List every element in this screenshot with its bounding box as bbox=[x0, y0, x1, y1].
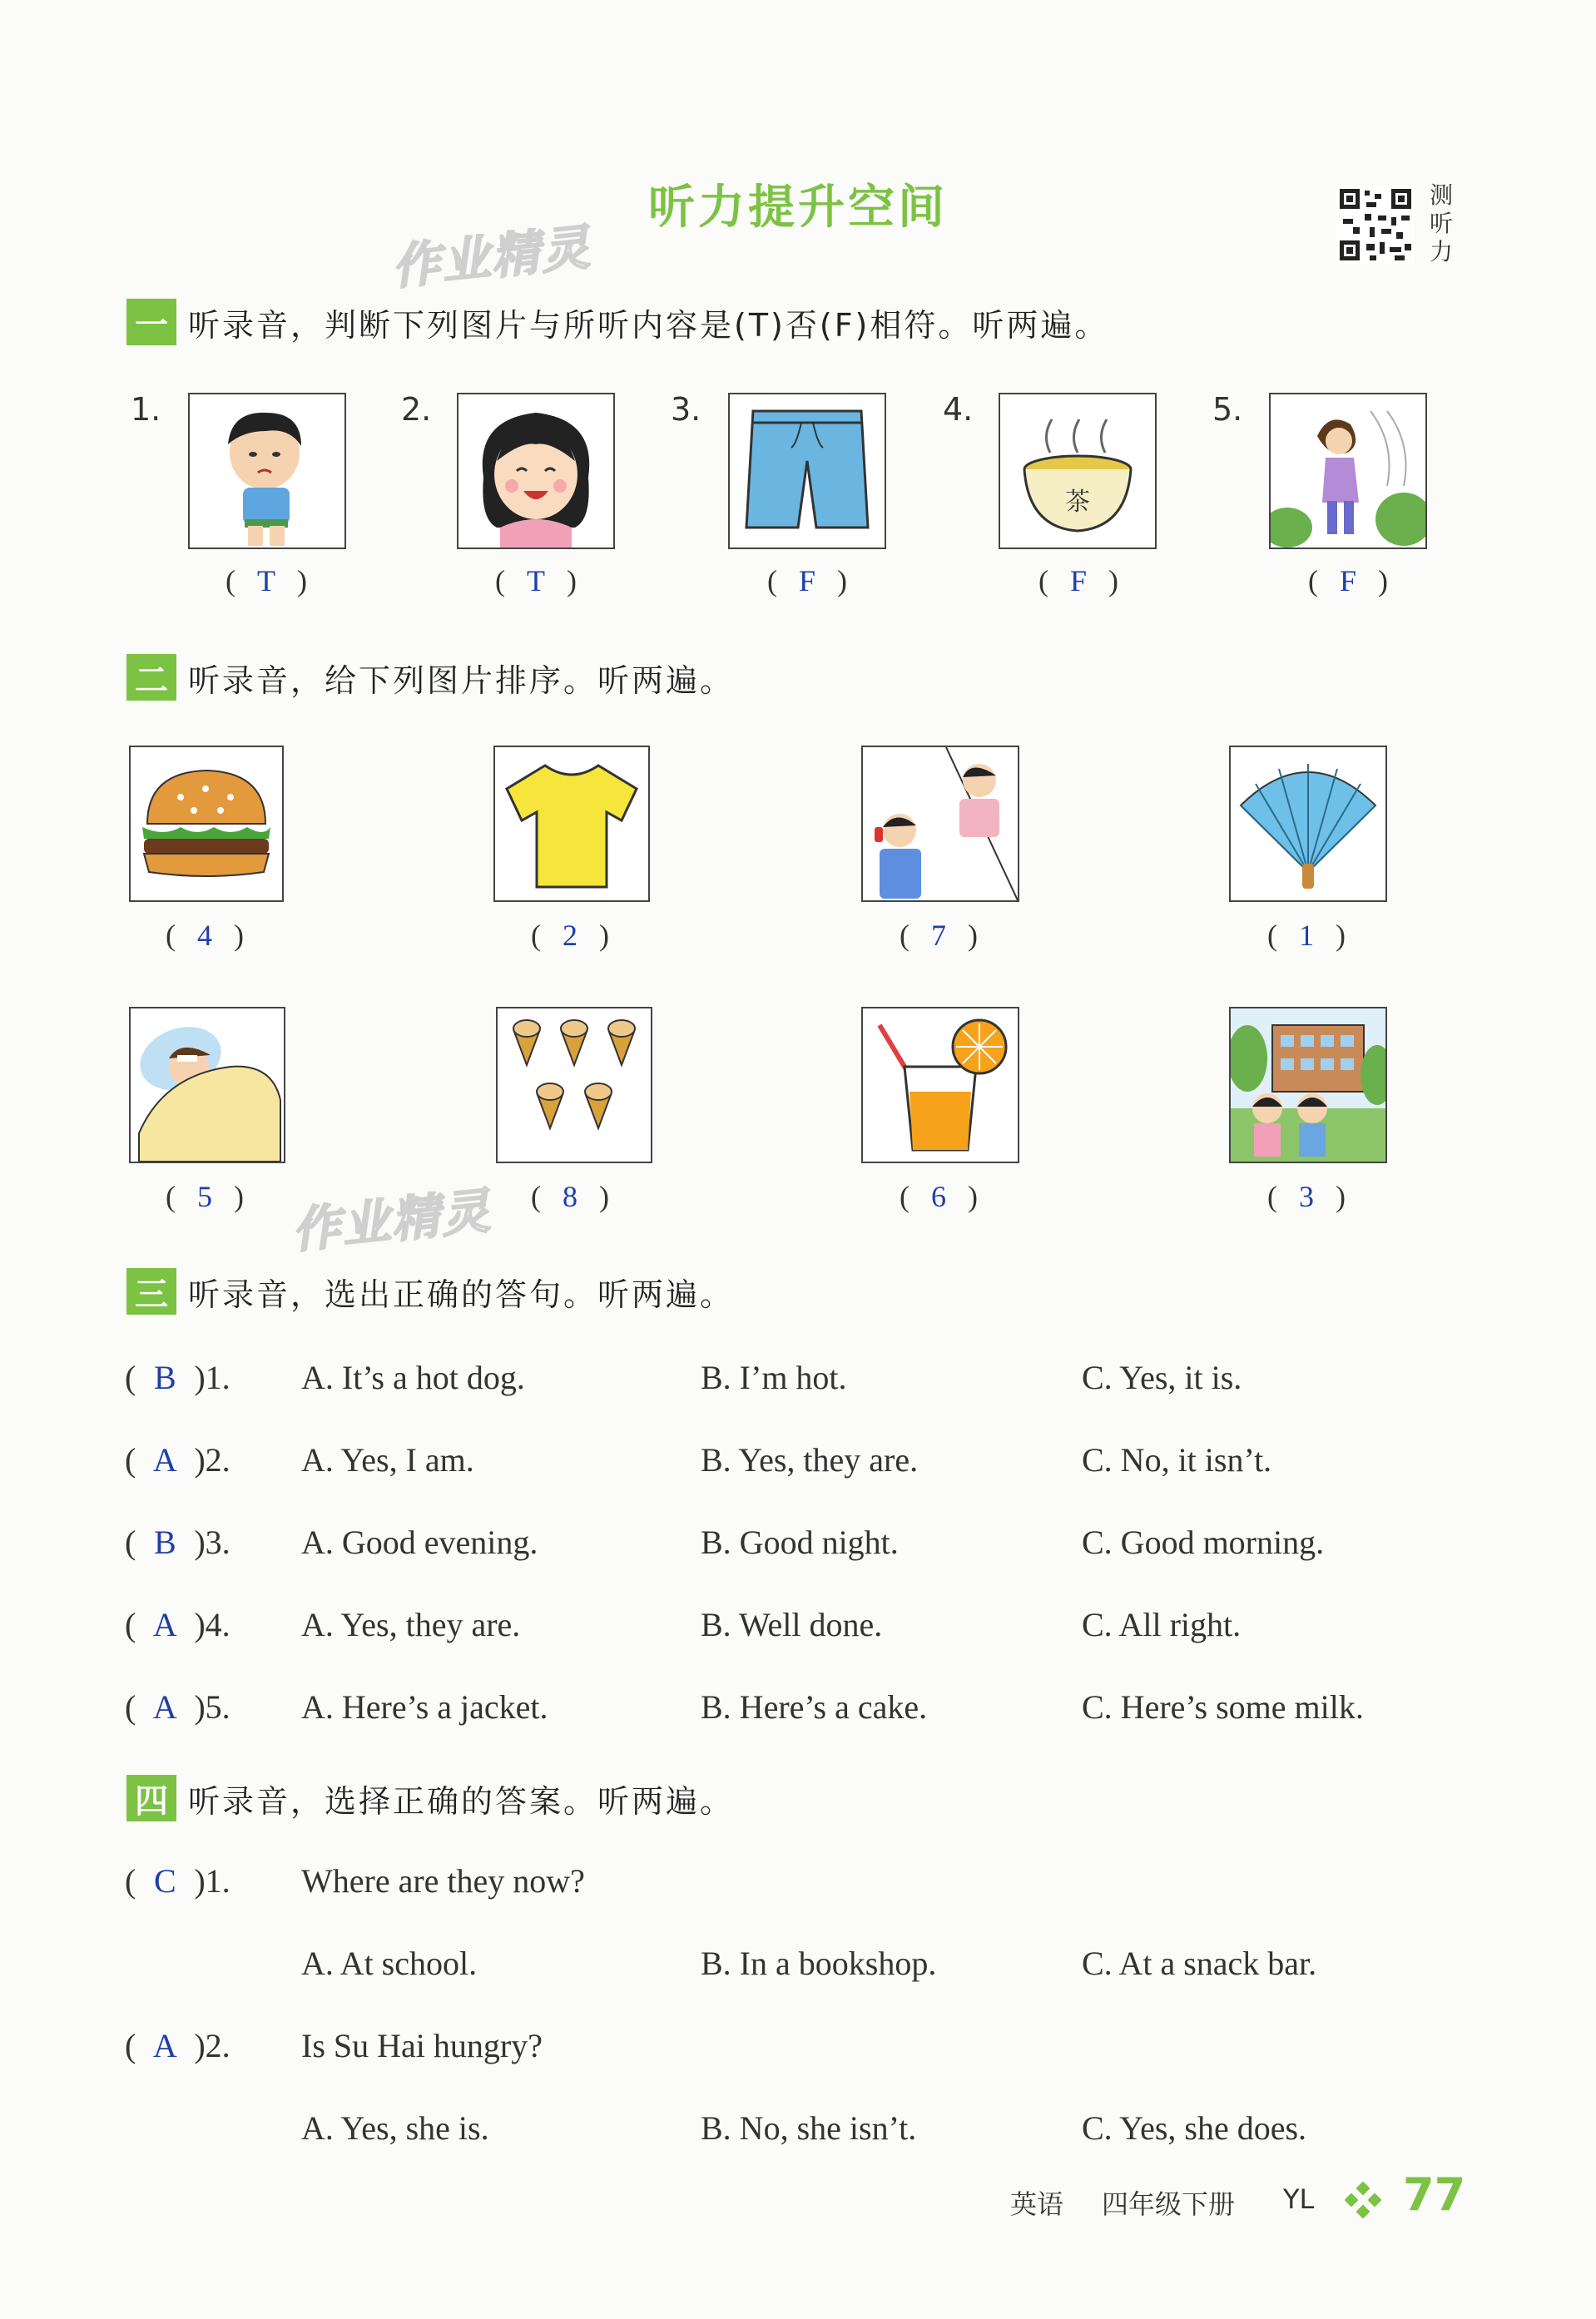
item-number: 4. bbox=[943, 391, 974, 428]
answer: 1 bbox=[1299, 919, 1314, 952]
watermark: 作业精灵 bbox=[389, 218, 594, 296]
question-row bbox=[125, 1605, 230, 1644]
question-text: Where are they now? bbox=[301, 1862, 585, 1900]
option-a: A. Good evening. bbox=[301, 1524, 538, 1561]
section-instruction: 听录音，选出正确的答句。听两遍。 bbox=[188, 1276, 735, 1313]
answer-bracket: ( 3 ) bbox=[1267, 1180, 1346, 1213]
answer-bracket: ( 5 ) bbox=[166, 1180, 244, 1213]
picture-sick-in-bed bbox=[129, 1007, 285, 1163]
option-b: B. In a bookshop. bbox=[701, 1945, 937, 1982]
option-a: A. At school. bbox=[301, 1945, 478, 1982]
answer: A bbox=[152, 1441, 177, 1479]
answer: A bbox=[152, 1606, 177, 1643]
item-number: 5. bbox=[1212, 391, 1243, 428]
answer: 4 bbox=[197, 919, 212, 952]
item-number: 3. bbox=[671, 391, 701, 428]
option-b: B. Well done. bbox=[701, 1606, 883, 1643]
bracket-open: ( bbox=[125, 1606, 136, 1643]
answer: 8 bbox=[563, 1180, 577, 1213]
question-number: )1. bbox=[194, 1862, 230, 1900]
answer-bracket: ( F ) bbox=[766, 564, 848, 597]
answer: 7 bbox=[931, 919, 946, 952]
picture-tea-cup bbox=[999, 393, 1157, 549]
answer-bracket: ( F ) bbox=[1038, 564, 1119, 597]
answer-bracket: ( F ) bbox=[1307, 564, 1389, 597]
picture-sick-boy bbox=[188, 393, 346, 549]
question-row bbox=[125, 1440, 230, 1479]
section-number: 三 bbox=[126, 1268, 176, 1315]
section-instruction: 听录音，选择正确的答案。听两遍。 bbox=[188, 1782, 735, 1820]
option-c: C. Here’s some milk. bbox=[1082, 1688, 1364, 1726]
section-instruction: 听录音，给下列图片排序。听两遍。 bbox=[188, 662, 735, 699]
question-number: )1. bbox=[194, 1359, 230, 1396]
picture-orange-juice bbox=[861, 1007, 1019, 1163]
option-c: C. Good morning. bbox=[1082, 1524, 1325, 1561]
question-text: Is Su Hai hungry? bbox=[301, 2027, 543, 2064]
section-number: 二 bbox=[126, 654, 176, 701]
picture-phone-call bbox=[861, 746, 1019, 902]
picture-school bbox=[1229, 1007, 1387, 1163]
answer: F bbox=[798, 564, 816, 597]
option-b: B. I’m hot. bbox=[701, 1359, 847, 1396]
bracket-open: ( bbox=[125, 1441, 136, 1479]
item-number: 2. bbox=[401, 391, 432, 428]
answer: 5 bbox=[197, 1180, 212, 1213]
option-b: B. Here’s a cake. bbox=[701, 1688, 928, 1726]
option-c: C. Yes, she does. bbox=[1082, 2109, 1307, 2147]
answer-bracket: ( 2 ) bbox=[531, 919, 609, 952]
answer: C bbox=[153, 1862, 176, 1900]
tea-character: 茶 bbox=[1065, 488, 1090, 517]
answer-bracket: ( 6 ) bbox=[900, 1180, 978, 1213]
question-row bbox=[125, 1861, 230, 1900]
picture-windy-girl bbox=[1269, 393, 1427, 549]
page-number: 77 bbox=[1403, 2168, 1466, 2221]
page-title: 听力提升空间 bbox=[648, 181, 948, 235]
question-number: )5. bbox=[194, 1688, 230, 1726]
section-3-header bbox=[126, 1266, 734, 1316]
answer: F bbox=[1069, 564, 1088, 597]
answer: B bbox=[153, 1359, 176, 1396]
answer: A bbox=[152, 1688, 177, 1726]
bracket-open: ( bbox=[125, 1524, 136, 1561]
section-number: 一 bbox=[126, 299, 176, 345]
question-number: )2. bbox=[194, 2027, 230, 2064]
picture-t-shirt bbox=[493, 746, 650, 902]
option-a: A. Yes, they are. bbox=[301, 1606, 521, 1643]
answer: T bbox=[257, 564, 275, 597]
watermark: 作业精灵 bbox=[289, 1182, 494, 1260]
question-row bbox=[125, 1358, 230, 1397]
option-c: C. Yes, it is. bbox=[1082, 1359, 1242, 1396]
question-row bbox=[125, 1523, 230, 1562]
section-4-header bbox=[126, 1773, 734, 1823]
option-c: C. All right. bbox=[1082, 1606, 1242, 1643]
option-c: C. No, it isn’t. bbox=[1082, 1441, 1272, 1479]
answer: F bbox=[1339, 564, 1357, 597]
section-number: 四 bbox=[126, 1775, 176, 1821]
footer-subject: 英语 bbox=[1010, 2188, 1064, 2220]
option-a: A. Here’s a jacket. bbox=[301, 1688, 548, 1726]
picture-ice-creams bbox=[496, 1007, 652, 1163]
diamond-icon bbox=[1345, 2182, 1381, 2222]
question-row bbox=[125, 2026, 230, 2065]
picture-shorts bbox=[728, 393, 886, 549]
option-b: B. No, she isn’t. bbox=[701, 2109, 917, 2147]
answer-bracket: ( 7 ) bbox=[900, 919, 978, 952]
answer: 3 bbox=[1299, 1180, 1314, 1213]
answer: A bbox=[152, 2027, 177, 2064]
option-b: B. Good night. bbox=[701, 1524, 899, 1561]
bracket-open: ( bbox=[125, 1862, 136, 1900]
bracket-open: ( bbox=[125, 2027, 136, 2064]
bracket-open: ( bbox=[125, 1359, 136, 1396]
section-instruction: 听录音，判断下列图片与所听内容是(T)否(F)相符。听两遍。 bbox=[188, 306, 1109, 344]
section-1-header bbox=[126, 297, 1108, 347]
question-number: )3. bbox=[194, 1524, 230, 1561]
question-number: )4. bbox=[194, 1606, 230, 1643]
option-a: A. It’s a hot dog. bbox=[301, 1359, 525, 1396]
option-c: C. At a snack bar. bbox=[1082, 1945, 1317, 1982]
answer: B bbox=[153, 1524, 176, 1561]
answer: 6 bbox=[931, 1180, 946, 1213]
picture-hamburger bbox=[129, 746, 284, 902]
footer-edition: YL bbox=[1283, 2183, 1315, 2215]
answer-bracket: ( 4 ) bbox=[166, 919, 244, 952]
picture-happy-girl bbox=[457, 393, 615, 549]
question-row bbox=[125, 1687, 230, 1727]
answer: 2 bbox=[563, 919, 577, 952]
answer: T bbox=[527, 564, 545, 597]
option-a: A. Yes, I am. bbox=[301, 1441, 474, 1479]
qr-label: 测听力 bbox=[1430, 181, 1454, 265]
item-number: 1. bbox=[131, 391, 161, 428]
footer-grade: 四年级下册 bbox=[1102, 2188, 1236, 2220]
answer-bracket: ( T ) bbox=[495, 564, 577, 597]
qr-code-icon[interactable] bbox=[1336, 186, 1415, 264]
option-a: A. Yes, she is. bbox=[301, 2109, 489, 2147]
picture-fan bbox=[1229, 746, 1387, 902]
answer-bracket: ( 1 ) bbox=[1267, 919, 1346, 952]
option-b: B. Yes, they are. bbox=[701, 1441, 919, 1479]
answer-bracket: ( 8 ) bbox=[531, 1180, 609, 1213]
section-2-header bbox=[126, 652, 734, 702]
answer-bracket: ( T ) bbox=[226, 564, 307, 597]
question-number: )2. bbox=[194, 1441, 230, 1479]
bracket-open: ( bbox=[125, 1688, 136, 1726]
